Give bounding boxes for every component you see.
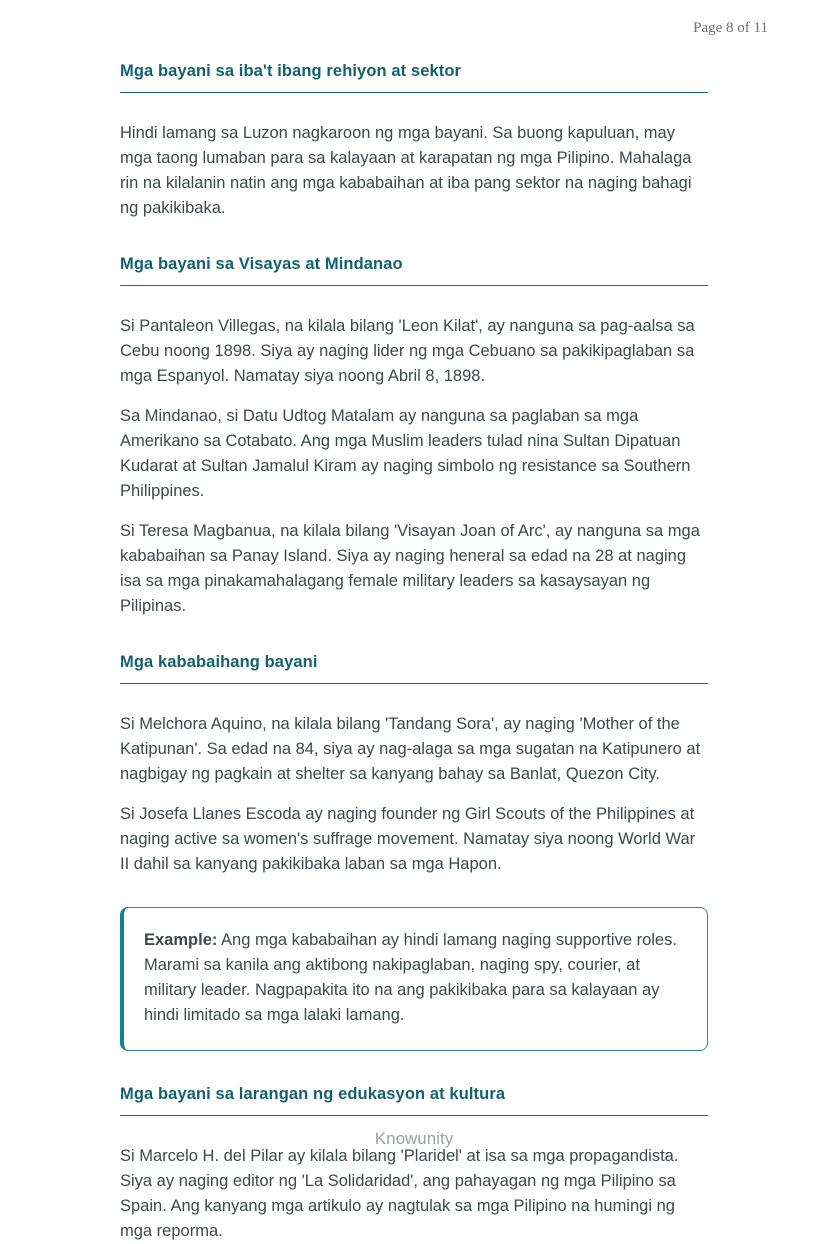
example-box <box>120 907 708 1051</box>
paragraph: Si Josefa Llanes Escoda ay naging founder ng Girl Scouts of the Philippines at naging active sa women's suffrage movement. Namatay siya noong World War II dahil sa kanyang pakikibaka laban sa mga Hapon. <box>120 805 696 873</box>
example-text <box>144 928 683 1028</box>
section-heading: Mga kababaihang bayani <box>120 653 318 671</box>
paragraph: Sa Mindanao, si Datu Udtog Matalam ay nanguna sa paglaban sa mga Amerikano sa Cotabato. Ang mga Muslim leaders tulad nina Sultan Dipatuan Kudarat at Sultan Jamalul Kiram ay naging simbolo ng resistance sa Southern Philippines. <box>120 407 691 500</box>
section-heading: Mga bayani sa iba't ibang rehiyon at sektor <box>120 62 462 80</box>
paragraph: Hindi lamang sa Luzon nagkaroon ng mga bayani. Sa buong kapuluan, may mga taong lumaban para sa kalayaan at karapatan ng mga Pilipino. Mahalaga rin na kilalanin natin ang mga kababaihan at iba pang sektor na naging bahagi ng pakikibaka. <box>120 124 692 217</box>
footer-brand: Knowunity <box>374 1129 454 1148</box>
example-body-text: Ang mga kababaihan ay hindi lamang naging supportive roles. Marami sa kanila ang aktibong nakipaglaban, naging spy, courier, at military leader. Nagpapakita ito na ang pakikibaka para sa kalayaan ay hindi limitado sa mga lalaki lamang. <box>144 931 677 1024</box>
paragraph: Si Teresa Magbanua, na kilala bilang 'Visayan Joan of Arc', ay nanguna sa mga kababaihan sa Panay Island. Siya ay naging heneral sa edad na 28 at naging isa sa mga pinakamahalagang female military leaders sa kasaysayan ng Pilipinas. <box>120 522 700 615</box>
paragraph: Si Pantaleon Villegas, na kilala bilang 'Leon Kilat', ay nanguna sa pag-aalsa sa Cebu noong 1898. Siya ay naging lider ng mga Cebuano sa pakikipaglaban sa mga Espanyol. Namatay siya noong Abril 8, 1898. <box>120 317 695 385</box>
paragraph: Si Melchora Aquino, na kilala bilang 'Tandang Sora', ay naging 'Mother of the Katipunan'. Sa edad na 84, siya ay nag-alaga sa mga sugatan na Katipunero at nagbigay ng pagkain at shelter sa kanyang bahay sa Banlat, Quezon City. <box>120 715 701 783</box>
page-number: Page 8 of 11 <box>693 20 768 36</box>
heading-rule <box>120 683 708 684</box>
heading-rule <box>120 1115 708 1116</box>
heading-rule <box>120 92 708 93</box>
example-label: Example: <box>144 931 218 949</box>
section-heading: Mga bayani sa Visayas at Mindanao <box>120 255 403 273</box>
section-heading: Mga bayani sa larangan ng edukasyon at kultura <box>120 1085 506 1103</box>
paragraph: Si Marcelo H. del Pilar ay kilala bilang 'Plaridel' at isa sa mga propagandista. Siya ay naging editor ng 'La Solidaridad', ang pahayagan ng mga Pilipino sa Spain. Ang kanyang mga artikulo ay nagtulak sa mga Pilipino na humingi ng mga reporma. <box>120 1147 679 1240</box>
heading-rule <box>120 285 708 286</box>
